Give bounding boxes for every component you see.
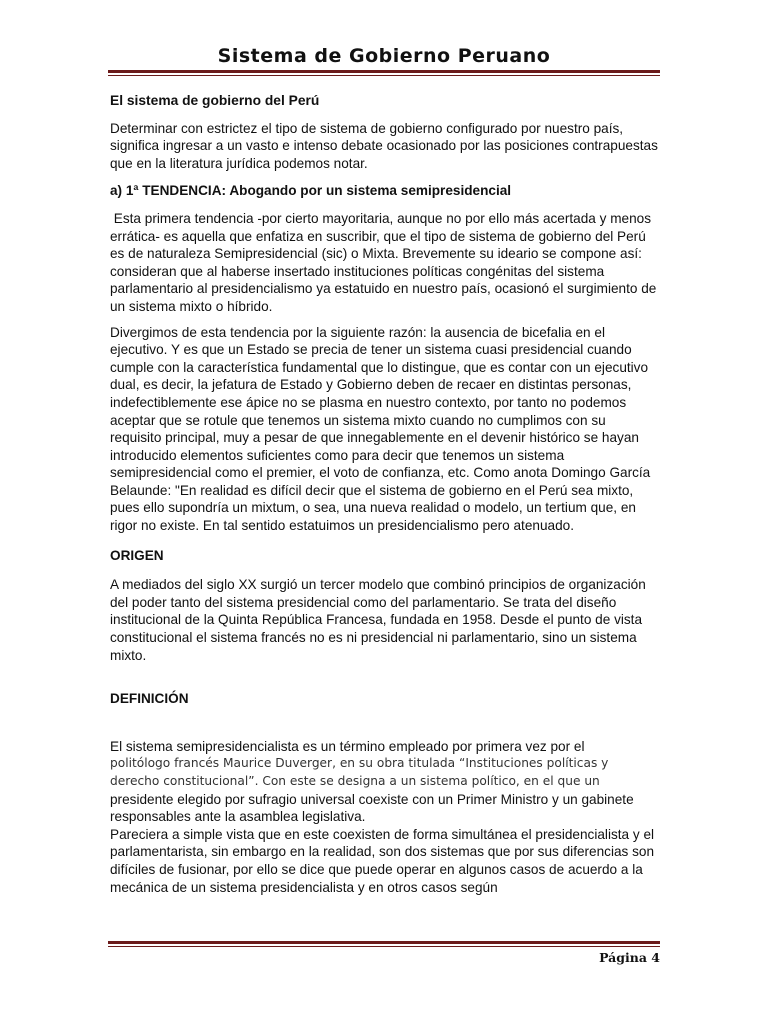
paragraph-tendencia-2: Divergimos de esta tendencia por la siguiente razón: la ausencia de bicefalia en el ejecutivo. Y es que un Estado se precia de tener un sistema cuasi presidencial cuando cumple con la característica fundamental que lo distingue, que es contar con un ejecutivo dual, es decir, la jefatura de Estado y Gobierno deben de recaer en distintas personas, indefectiblemente ese ápice no se plasma en nuestro contexto, por tanto no podemos aceptar que se rotule que tenemos un sistema mixto cuando no cumplimos con su requisito principal, muy a pesar de que innegablemente en el devenir histórico se hayan introducido elementos suficientes como para decir que tenemos un sistema semipresidencial como el premier, el voto de confianza, etc. Como anota Domingo García Belaunde: "En realidad es difícil decir que el sistema de gobierno en el Perú sea mixto, pues ello supondría un mixtum, o sea, una nueva realidad o modelo, un tertium que, en rigor no existe. En tal sentido estatuimos un presidencialismo pero atenuado. <box>110 324 651 534</box>
section-heading-origen: ORIGEN <box>110 547 164 563</box>
document-body <box>110 92 660 896</box>
paragraph-origen: A mediados del siglo XX surgió un tercer modelo que combinó principios de organización del poder tanto del sistema presidencial como del parlamentario. Se trata del diseño institucional de la Quinta República Francesa, fundada en 1958. Desde el punto de vista constitucional el sistema francés no es ni presidencial ni parlamentario, sino un sistema mixto. <box>110 577 646 663</box>
paragraph-definicion-1: El sistema semipresidencialista es un término empleado por primera vez por el <box>110 738 585 754</box>
page-number: Página 4 <box>599 950 660 965</box>
paragraph-definicion-3: presidente elegido por sufragio universal coexiste con un Primer Ministro y un gabinete responsables ante la asamblea legislativa. <box>110 791 634 825</box>
page-header-title: Sistema de Gobierno Peruano <box>217 45 551 67</box>
section-heading-definicion: DEFINICIÓN <box>110 691 189 707</box>
paragraph-definicion-2: politólogo francés Maurice Duverger, en su obra titulada “Instituciones políticas y derecho constitucional”. Con este se designa a un sistema político, en el que un <box>110 756 609 788</box>
paragraph-definicion-4: Pareciera a simple vista que en este coexisten de forma simultánea el presidencialista y el parlamentarista, sin embargo en la realidad, son dos sistemas que por sus diferencias son difíciles de fusionar, por ello se dice que puede operar en algunos casos de acuerdo a la mecánica de un sistema presidencialista y en otros casos según <box>110 826 655 895</box>
section-heading-tendencia: a) 1ª TENDENCIA: Abogando por un sistema semipresidencial <box>110 183 512 199</box>
paragraph-tendencia-1: Esta primera tendencia -por cierto mayoritaria, aunque no por ello más acertada y menos errática- es aquella que enfatiza en suscribir, que el tipo de sistema de gobierno del Perú es de naturaleza Semipresidencial (sic) o Mixta. Brevemente su ideario se compone así: consideran que al haberse insertado instituciones políticas congénitas del sistema parlamentario al presidencialismo ya estatuido en nuestro país, ocasionó el surgimiento de un sistema mixto o híbrido. <box>110 210 661 314</box>
footer-rule <box>108 941 660 947</box>
paragraph-intro: Determinar con estrictez el tipo de sistema de gobierno configurado por nuestro país, significa ingresar a un vasto e intenso debate ocasionado por las posiciones contrapuestas que en la literatura jurídica podemos notar. <box>110 120 658 171</box>
section-heading-main: El sistema de gobierno del Perú <box>110 93 320 108</box>
header-rule <box>108 70 660 76</box>
